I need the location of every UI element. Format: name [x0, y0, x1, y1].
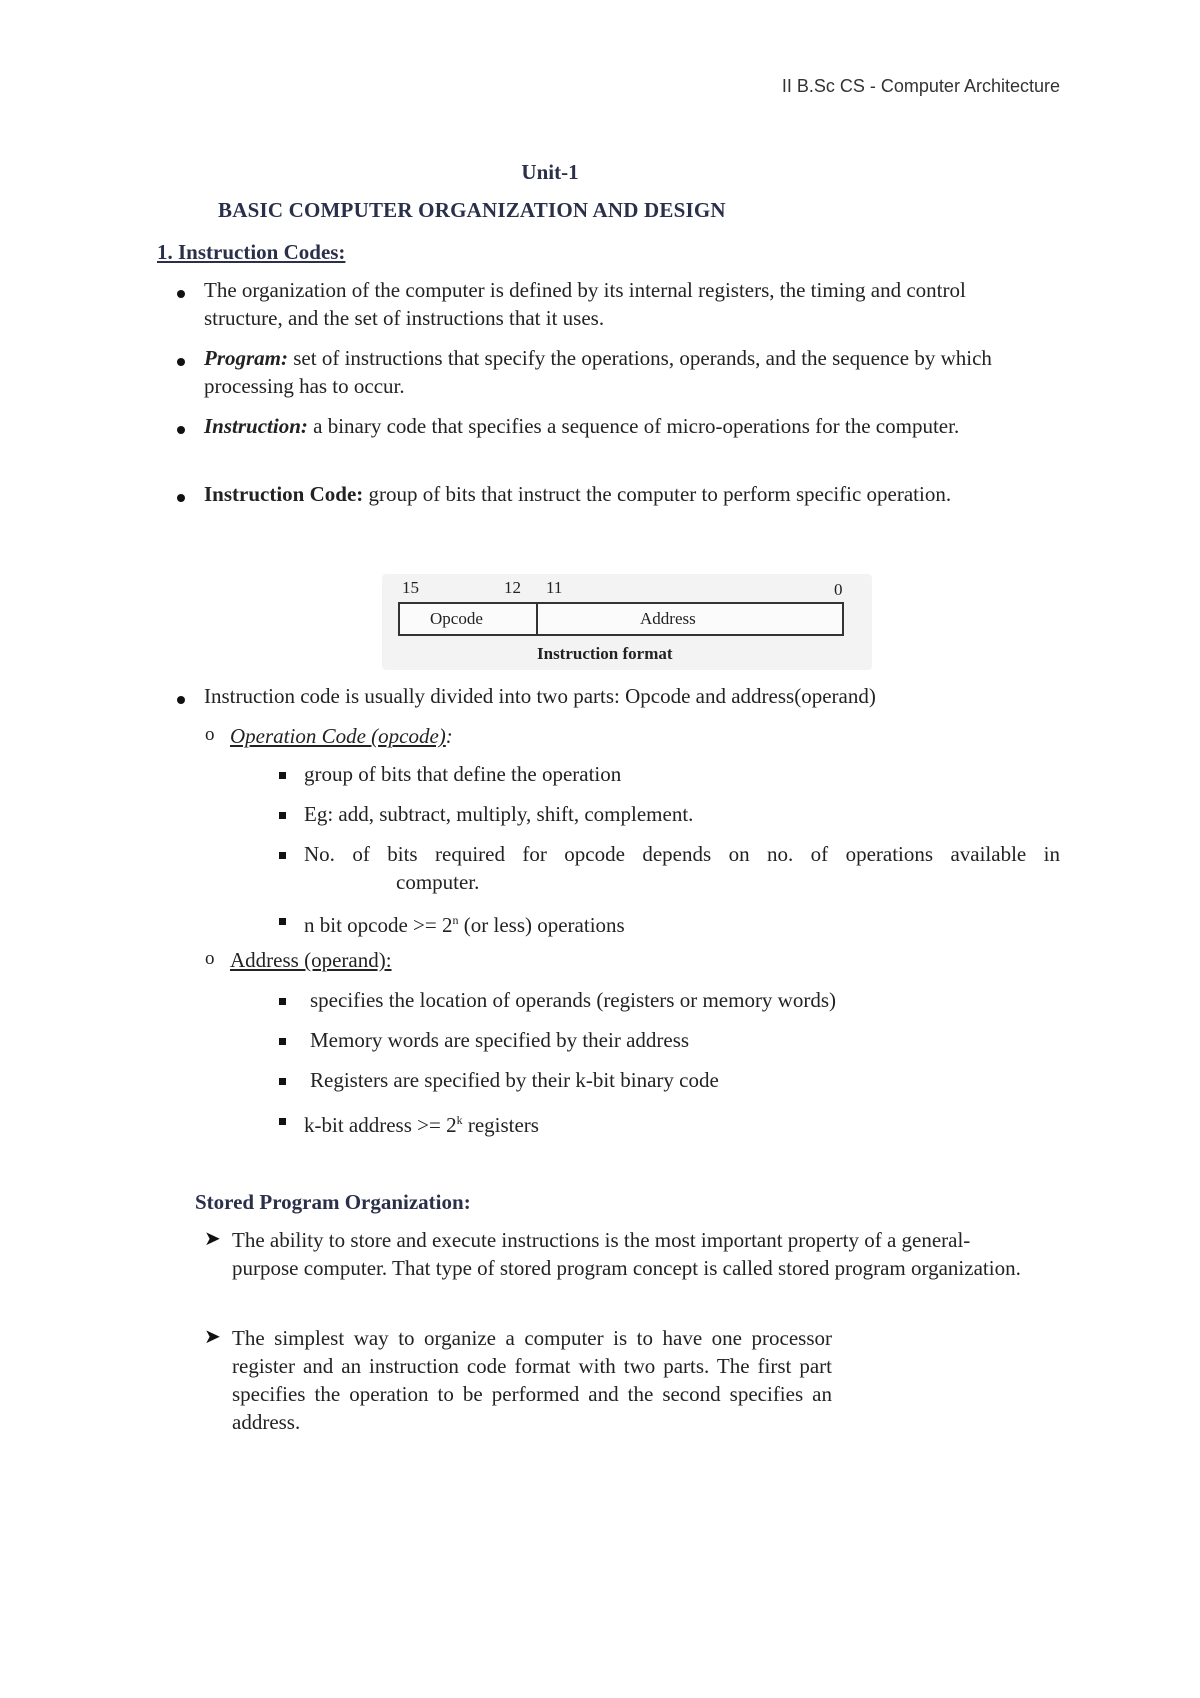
- field-divider: [536, 604, 538, 634]
- bullet-dot: [177, 494, 185, 502]
- opcode-item: Eg: add, subtract, multiply, shift, complement.: [304, 802, 694, 826]
- square-bullet: [279, 852, 286, 859]
- opcode-field: Opcode: [430, 609, 483, 628]
- opcode-item: group of bits that define the operation: [304, 762, 622, 786]
- address-item: Memory words are specified by their address: [310, 1028, 690, 1052]
- section-heading: 1. Instruction Codes:: [157, 240, 346, 264]
- bullet-dot: [177, 696, 185, 704]
- bit-label-0: 0: [834, 580, 843, 599]
- stored-program-heading: Stored Program Organization:: [195, 1190, 471, 1214]
- arrow-bullet-icon: ➤: [204, 1228, 221, 1250]
- opcode-power-item: n bit opcode >= $2^n$ (or less) operations: [304, 913, 625, 937]
- instruction-word-box: [398, 602, 844, 636]
- square-bullet: [279, 918, 286, 925]
- square-bullet: [279, 1038, 286, 1045]
- address-power-item: k-bit address >= $2^k$ registers: [304, 1113, 539, 1137]
- term-instruction: Instruction:: [204, 414, 308, 438]
- bullet-division: Instruction code is usually divided into two parts: Opcode and address(operand): [204, 684, 876, 708]
- address-item: Registers are specified by their k-bit binary code: [310, 1068, 719, 1092]
- instruction-format-figure: [382, 574, 882, 672]
- address-item: specifies the location of operands (registers or memory words): [310, 988, 837, 1012]
- bullet-dot: [177, 290, 185, 298]
- bit-label-15: 15: [402, 578, 419, 597]
- term-program: Program:: [204, 346, 288, 370]
- stored-program-point: The simplest way to organize a computer is to have one processor register and an instruction code format with two parts. The first part specifies the operation to be performed and the second specifies an address.: [232, 1326, 832, 1434]
- bit-label-11: 11: [546, 578, 563, 597]
- arrow-bullet-icon: ➤: [204, 1326, 221, 1348]
- figure-caption: Instruction format: [537, 644, 673, 663]
- opcode-heading: Operation Code (opcode):: [230, 724, 453, 748]
- square-bullet: [279, 1078, 286, 1085]
- unit-title: Unit-1: [521, 160, 579, 184]
- square-bullet: [279, 998, 286, 1005]
- bullet-organization: The organization of the computer is defined by its internal registers, the timing and control structure, and the set of instructions that it uses.: [204, 278, 966, 330]
- bullet-dot: [177, 426, 185, 434]
- sub-marker: o: [205, 948, 215, 969]
- opcode-item-continuation: computer.: [396, 870, 480, 894]
- bullet-program: Program: set of instructions that specify the operations, operands, and the sequence by which processing has to occur.: [204, 346, 992, 398]
- running-header: II B.Sc CS - Computer Architecture: [781, 76, 1060, 96]
- square-bullet: [279, 772, 286, 779]
- stored-program-point: The ability to store and execute instructions is the most important property of a general-purpose computer. That type of stored program concept is called stored program organization.: [232, 1228, 1021, 1280]
- term-instruction-code: Instruction Code:: [204, 482, 364, 506]
- address-field: Address: [640, 609, 696, 628]
- bullet-instruction-code: Instruction Code: group of bits that instruct the computer to perform specific operation.: [204, 482, 952, 506]
- bit-label-12: 12: [504, 578, 521, 597]
- chapter-title: BASIC COMPUTER ORGANIZATION AND DESIGN: [218, 198, 726, 222]
- address-heading: Address (operand):: [230, 948, 392, 972]
- bullet-instruction: Instruction: a binary code that specifies a sequence of micro-operations for the computer.: [204, 414, 960, 438]
- square-bullet: [279, 1118, 286, 1125]
- square-bullet: [279, 812, 286, 819]
- bullet-dot: [177, 358, 185, 366]
- opcode-item: No. of bits required for opcode depends on no. of operations available in: [304, 842, 1060, 866]
- sub-marker: o: [205, 724, 215, 745]
